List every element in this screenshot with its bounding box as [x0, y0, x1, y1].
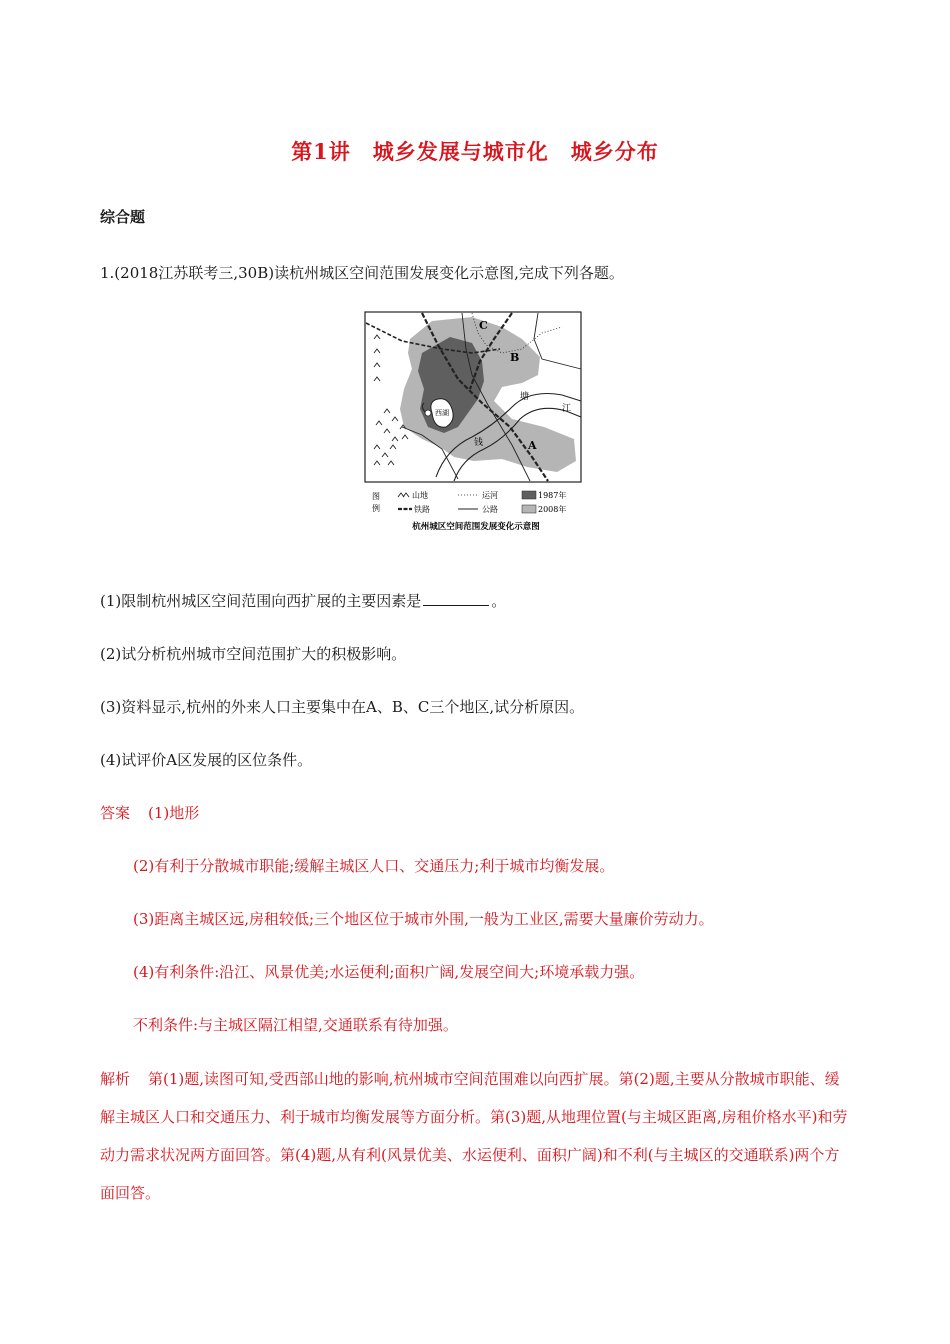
- lake-label: 西湖: [435, 409, 449, 417]
- sub-question-4: (4)试评价A区发展的区位条件。: [100, 751, 313, 769]
- legend-title-char-1: 图: [372, 492, 380, 501]
- legend-canal: 运河: [482, 491, 498, 500]
- answer-line-1: [100, 802, 199, 823]
- sub-question-2: (2)试分析杭州城市空间范围扩大的积极影响。: [100, 645, 407, 663]
- section-heading: 综合题: [100, 208, 146, 226]
- river-label-1: 塘: [520, 392, 530, 402]
- sub-question-3: (3)资料显示,杭州的外来人口主要集中在A、B、C三个地区,试分析原因。: [100, 698, 585, 716]
- answer-blank[interactable]: [423, 593, 489, 606]
- legend-railway: 铁路: [414, 505, 430, 514]
- river-label-3: 钱: [474, 438, 484, 448]
- page-title: 第1讲 城乡发展与城市化 城乡分布: [291, 139, 659, 164]
- answer-label: 答案: [100, 804, 131, 822]
- answer-2: (2)有利于分散城市职能;缓解主城区人口、交通压力;利于城市均衡发展。: [133, 857, 615, 875]
- sub-question-1: [100, 590, 506, 611]
- legend-1987: 1987年: [538, 491, 567, 500]
- analysis-paragraph: [100, 1060, 852, 1212]
- sub-question-1-text: (1)限制杭州城区空间范围向西扩展的主要因素是: [100, 592, 422, 610]
- region-c-label: C: [479, 319, 488, 332]
- analysis-label: 解析: [100, 1070, 131, 1088]
- analysis-text: 第(1)题,读图可知,受西部山地的影响,杭州城市空间范围难以向西扩展。第(2)题,主要从分散城市职能、缓解主城区人口和交通压力、利于城市均衡发展等方面分析。第(3)题,从地理位置(与主城区距离,房租价格水平)和劳动力需求状况两方面回答。第(4)题,从有利(风景优美、水运便利、面积广阔)和不利(与主城区的交通联系)两个方面回答。: [100, 1070, 848, 1202]
- answer-4-unfavorable: 不利条件:与主城区隔江相望,交通联系有待加强。: [133, 1016, 458, 1034]
- legend-2008: 2008年: [538, 505, 567, 514]
- question-stem: 1.(2018江苏联考三,30B)读杭州城区空间范围发展变化示意图,完成下列各题。: [100, 264, 624, 282]
- answer-1: (1)地形: [148, 804, 200, 822]
- legend-mountain-icon: [398, 493, 409, 497]
- hangzhou-map-figure: [362, 309, 590, 535]
- answer-3: (3)距离主城区远,房租较低;三个地区位于城市外围,一般为工业区,需要大量廉价劳动力。: [133, 910, 714, 928]
- sub-question-1-end: 。: [491, 592, 507, 610]
- legend-mountain: 山地: [412, 491, 428, 500]
- legend-2008-swatch: [522, 505, 536, 513]
- region-a-label: A: [528, 439, 537, 452]
- legend-road: 公路: [482, 505, 498, 514]
- answer-4: (4)有利条件:沿江、风景优美;水运便利;面积广阔,发展空间大;环境承载力强。: [133, 963, 645, 981]
- figure-caption: 杭州城区空间范围发展变化示意图: [412, 522, 540, 532]
- region-b-label: B: [510, 351, 520, 364]
- legend-1987-swatch: [522, 491, 536, 499]
- river-label-2: 江: [562, 404, 572, 414]
- legend-title-char-2: 例: [372, 504, 380, 513]
